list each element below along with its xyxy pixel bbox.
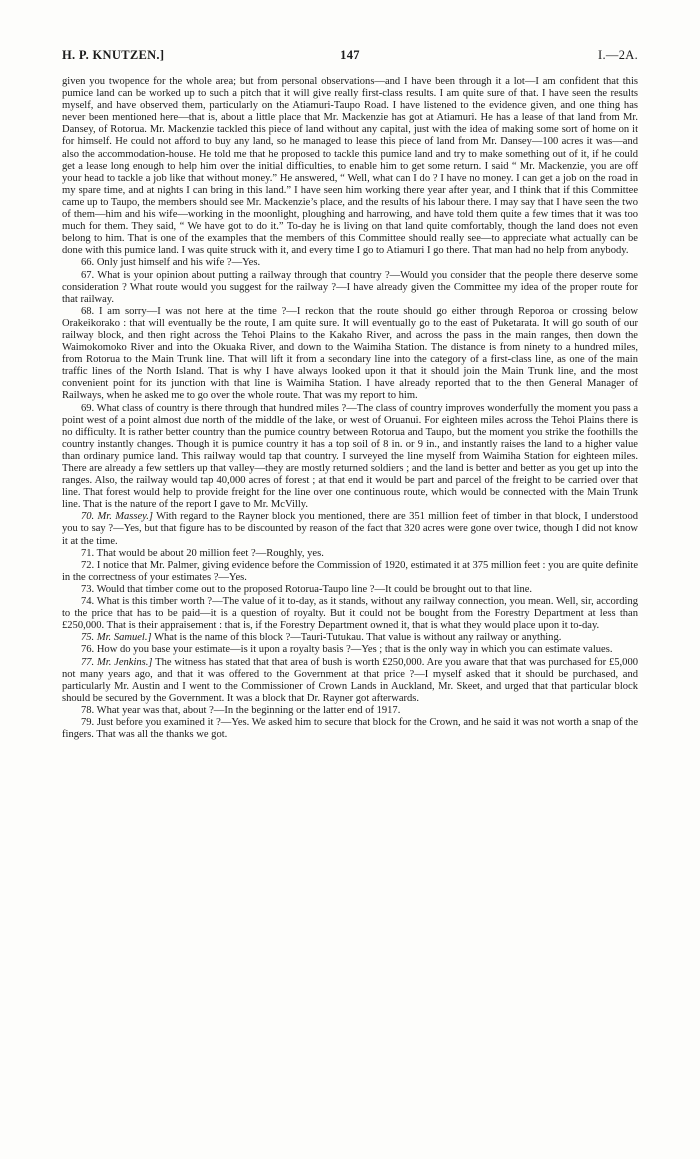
paragraph-text: 79. Just before you examined it ?—Yes. We asked him to secure that block for the Crown, and he said it was not worth a snap of the fingers. That was all the thanks we got. <box>62 716 638 741</box>
paragraph <box>62 548 638 560</box>
witness-name-header: H. P. KNUTZEN.] <box>62 48 165 62</box>
paragraph <box>62 270 638 306</box>
paragraph-text: What is the name of this block ?—Tauri-Tutukau. That value is without any railway or anything. <box>154 632 562 644</box>
paragraph-text: 72. I notice that Mr. Palmer, giving evidence before the Commission of 1920, estimated it at 375 million feet : you are quite definite in the correctness of your estimates ?—Yes. <box>62 559 638 583</box>
paragraph-text: 74. What is this timber worth ?—The value of it to-day, as it stands, without any railway connection, you mean. Well, sir, according to the price that has to be paid—it is a question of royalty. But it could not be bought from the Forestry Department at less than £250,000. That is their appraisement : that is, if the Forestry Department owned it, that is what they would place upon it to-day. <box>62 596 638 632</box>
paragraph <box>62 632 638 644</box>
paragraph-text: 69. What class of country is there through that hundred miles ?—The class of country improves wonderfully the moment you pass a point west of a point almost due north of the middle of the lake, or west of Oruanui. For eighteen miles across the Tehoi Plains there is no difficulty. It is rather better country than the pumice country between Rotorua and Taupo, but the moment you strike the foothills the country instantly changes. Though it is pumice country it has a top soil of 8 in. or 9 in., and instantly raises the land to a higher value than ordinary pumice land. This railway would tap that country. I surveyed the line myself from Waimiha Station for eighteen miles. There are already a few settlers up that valley—they are mostly returned soldiers ; and the land is better and better as you get up into the ranges. Also, the railway would tap 40,000 acres of forest ; at that end it would be part and parcel of the freight to be carried over that line. That forest would help to provide freight for the line over one continuous route, which would be connected with the Main Trunk line. That is the nature of the report I gave to Mr. McVilly. <box>62 402 638 511</box>
paragraph <box>62 511 638 547</box>
document-reference: I.—2A. <box>598 48 638 62</box>
paragraph-text: 76. How do you base your estimate—is it upon a royalty basis ?—Yes ; that is the only way in which you can estimate values. <box>81 644 613 656</box>
paragraph-text: 68. I am sorry—I was not here at the time ?—I reckon that the route should go either through Reporoa or crossing below Orakeikorako : that will eventually be the route, I am quite sure. It will eventually go to the east of Puketarata. It will go south of our railway block, and then right across the Tehoi Plains to the Kakaho River, and across the pass in the main ranges, then down the Waimokomoko River and into the Okuaka River, and down to the Waimiha Station. The distance is from ninety to a hundred miles, from Rotorua to the Main Trunk line. That will lift it from a secondary line into the category of a first-class line, as one of the main traffic lines of the North Island. That is why I have always looked upon it that it should join the Main Trunk line, and the most convenient point for its junction with that line is Waimiha Station. I have already reported that to the then General Manager of Railways, when he asked me to go over the whole route. That was my report to him. <box>62 305 638 402</box>
paragraph <box>62 657 638 705</box>
speaker-label: 77. Mr. Jenkins.] <box>81 656 153 668</box>
paragraph-text: 71. That would be about 20 million feet ?—Roughly, yes. <box>81 547 324 559</box>
paragraph-text: given you twopence for the whole area; but from personal observations—and I have been through it a lot—I am confident that this pumice land can be worked up to such a pitch that it will give really first-class results. I am quite sure of that. I have seen the results myself, and have observed them, particularly on the Atiamuri-Taupo Road. I have listened to the evidence given, and one thing has never been mentioned here—that is, about a little place that Mr. Mackenzie has got at Atiamuri. He has a lease of that land from Mr. Dansey, of Rotorua. Mr. Mackenzie tackled this piece of land without any capital, just with the idea of making some sort of home on it for himself. He could not afford to buy any land, so he managed to lease this piece of land from Mr. Dansey—100 acres it was—and also the accommodation-house. He told me that he proposed to tackle this pumice land and try to make something out of it, if he could get a lease long enough to help him over the initial difficulties, to enable him to get some return. I said “ Mr. Mackenzie, you are off your head to tackle a job like that without money.” He answered, “ Well, what can I do ? I have no money. I can get a job on the road in my spare time, and at nights I can bring in this land.” I have seen him working there year after year, and I think that if this Committee came up to Taupo, the members should see Mr. Mackenzie’s place, and the results of his labour there. I may say that I have seen the two of them—him and his wife—working in the moonlight, ploughing and harrowing, and have told them quite a few times that it was too much for them. They said, “ We have got to do it.” To-day he is living on that land quite comfortably, though the land does not even belong to him. That is one of the examples that the members of this Committee should really see—to appreciate what actually can be done with this pumice land. I was quite struck with it, and every time I go to Atiamuri I go there. That man had no help from anybody. <box>62 76 638 257</box>
page-header <box>62 48 638 68</box>
paragraph-text: With regard to the Rayner block you mentioned, there are 351 million feet of timber in that block, I understood you to say ?—Yes, but that figure has to be discounted by reason of the fact that 320 acres were gone over twice, though I did not know it at the time. <box>62 511 638 547</box>
paragraph <box>62 306 638 403</box>
paragraph-text: 73. Would that timber come out to the proposed Rotorua-Taupo line ?—It could be brought out to that line. <box>81 583 533 595</box>
paragraph-text: 66. Only just himself and his wife ?—Yes. <box>81 257 261 269</box>
paragraph <box>62 560 638 584</box>
paragraph <box>62 403 638 512</box>
paragraph <box>62 705 638 717</box>
speaker-label: 75. Mr. Samuel.] <box>81 632 152 644</box>
paragraph <box>62 76 638 257</box>
paragraph <box>62 717 638 741</box>
speaker-label: 70. Mr. Massey.] <box>81 511 154 523</box>
page-number: 147 <box>340 48 360 62</box>
paragraph <box>62 644 638 656</box>
paragraph <box>62 257 638 269</box>
paragraph-text: The witness has stated that that area of bush is worth £250,000. Are you aware that that was purchased for £5,000 not many years ago, and that it was offered to the Government at that price ?—I myself asked that it should be purchased, and particularly Mr. Austin and I went to the Commissioner of Crown Lands in Auckland, Mr. Skeet, and urged that that particular block should be secured by the Government. It was a block that Dr. Rayner got afterwards. <box>62 656 639 704</box>
paragraph-text: 78. What year was that, about ?—In the beginning or the latter end of 1917. <box>81 704 401 716</box>
paragraph-text: 67. What is your opinion about putting a railway through that country ?—Would you consider that the people there deserve some consideration ? What route would you suggest for the railway ?—I have already given the Committee my idea of the proper route for that railway. <box>62 269 638 305</box>
paragraph <box>62 596 638 632</box>
page-body <box>62 76 638 741</box>
paragraph <box>62 584 638 596</box>
